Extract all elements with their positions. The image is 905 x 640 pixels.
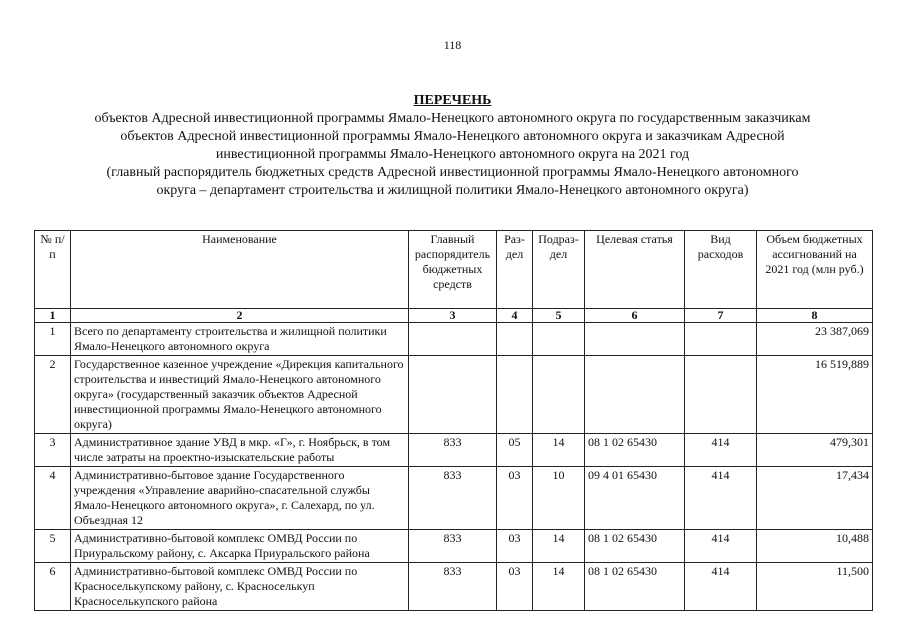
razdel-code: 03 — [497, 530, 533, 563]
grbs-code: 833 — [409, 563, 497, 611]
podrazdel-code: 14 — [533, 563, 585, 611]
razdel-code — [497, 323, 533, 356]
column-number: 2 — [71, 309, 409, 323]
grbs-code: 833 — [409, 434, 497, 467]
expense-type: 414 — [685, 530, 757, 563]
grbs-code — [409, 323, 497, 356]
target-article: 09 4 01 65430 — [585, 467, 685, 530]
subtitle-line: объектов Адресной инвестиционной программы Ямало-Ненецкого автономного округа и заказчикам Адресной — [120, 129, 785, 144]
target-article — [585, 356, 685, 434]
amount: 11,500 — [757, 563, 873, 611]
row-number: 5 — [35, 530, 71, 563]
expense-type — [685, 323, 757, 356]
header-amount: Объем бюджетных ассигнований на 2021 год (млн руб.) — [757, 231, 873, 309]
document-title: ПЕРЕЧЕНЬ — [413, 93, 492, 108]
grbs-code: 833 — [409, 467, 497, 530]
object-name: Административно-бытовое здание Государственного учреждения «Управление аварийно-спасательной службы Ямало-Ненецкого автономного округа», г. Салехард, по ул. Объездная 12 — [71, 467, 409, 530]
grbs-code — [409, 356, 497, 434]
amount: 479,301 — [757, 434, 873, 467]
page-number: 118 — [443, 38, 462, 52]
table-row — [35, 323, 873, 356]
table-header-row — [35, 231, 873, 309]
header-podrazdel: Подраз-дел — [533, 231, 585, 309]
grbs-code: 833 — [409, 530, 497, 563]
header-target-article: Целевая статья — [585, 231, 685, 309]
subtitle-line: инвестиционной программы Ямало-Ненецкого автономного округа на 2021 год — [215, 147, 690, 162]
table-row — [35, 530, 873, 563]
razdel-code: 03 — [497, 467, 533, 530]
table-row — [35, 467, 873, 530]
row-number: 1 — [35, 323, 71, 356]
amount: 17,434 — [757, 467, 873, 530]
objects-table — [34, 230, 873, 611]
target-article — [585, 323, 685, 356]
object-name: Административное здание УВД в мкр. «Г», г. Ноябрьск, в том числе затраты на проектно-изыскательские работы — [71, 434, 409, 467]
amount: 10,488 — [757, 530, 873, 563]
expense-type: 414 — [685, 434, 757, 467]
amount: 23 387,069 — [757, 323, 873, 356]
expense-type: 414 — [685, 467, 757, 530]
header-grbs: Главный распорядитель бюджетных средств — [409, 231, 497, 309]
podrazdel-code — [533, 323, 585, 356]
subtitle-line: округа – департамент строительства и жилищной политики Ямало-Ненецкого автономного округа) — [156, 183, 749, 198]
document-heading — [0, 92, 905, 200]
column-number: 3 — [409, 309, 497, 323]
table-row — [35, 563, 873, 611]
table-row — [35, 434, 873, 467]
razdel-code: 03 — [497, 563, 533, 611]
column-number: 6 — [585, 309, 685, 323]
object-name: Государственное казенное учреждение «Дирекция капитального строительства и инвестиций Ямало-Ненецкого автономного округа» (государственный заказчик объектов Адресной инвестиционной программы Ямало-Ненецкого автономного округа) — [71, 356, 409, 434]
column-number: 8 — [757, 309, 873, 323]
podrazdel-code — [533, 356, 585, 434]
row-number: 3 — [35, 434, 71, 467]
expense-type: 414 — [685, 563, 757, 611]
row-number: 6 — [35, 563, 71, 611]
row-number: 4 — [35, 467, 71, 530]
object-name: Административно-бытовой комплекс ОМВД России по Красноселькупскому району, с. Красноселькуп Красноселькупского района — [71, 563, 409, 611]
target-article: 08 1 02 65430 — [585, 434, 685, 467]
podrazdel-code: 14 — [533, 530, 585, 563]
column-number: 4 — [497, 309, 533, 323]
amount: 16 519,889 — [757, 356, 873, 434]
target-article: 08 1 02 65430 — [585, 530, 685, 563]
row-number: 2 — [35, 356, 71, 434]
target-article: 08 1 02 65430 — [585, 563, 685, 611]
column-number: 5 — [533, 309, 585, 323]
header-number: № п/п — [35, 231, 71, 309]
expense-type — [685, 356, 757, 434]
object-name: Административно-бытовой комплекс ОМВД России по Приуральскому району, с. Аксарка Приуральского района — [71, 530, 409, 563]
column-number: 1 — [35, 309, 71, 323]
header-razdel: Раз-дел — [497, 231, 533, 309]
subtitle-line: объектов Адресной инвестиционной программы Ямало-Ненецкого автономного округа по государственным заказчикам — [94, 111, 811, 126]
razdel-code: 05 — [497, 434, 533, 467]
razdel-code — [497, 356, 533, 434]
column-number: 7 — [685, 309, 757, 323]
podrazdel-code: 14 — [533, 434, 585, 467]
podrazdel-code: 10 — [533, 467, 585, 530]
subtitle-line: (главный распорядитель бюджетных средств Адресной инвестиционной программы Ямало-Ненецкого автономного — [106, 165, 799, 180]
header-name: Наименование — [71, 231, 409, 309]
header-expense-type: Вид расходов — [685, 231, 757, 309]
column-number-row — [35, 309, 873, 323]
table-row — [35, 356, 873, 434]
object-name: Всего по департаменту строительства и жилищной политики Ямало-Ненецкого автономного округа — [71, 323, 409, 356]
